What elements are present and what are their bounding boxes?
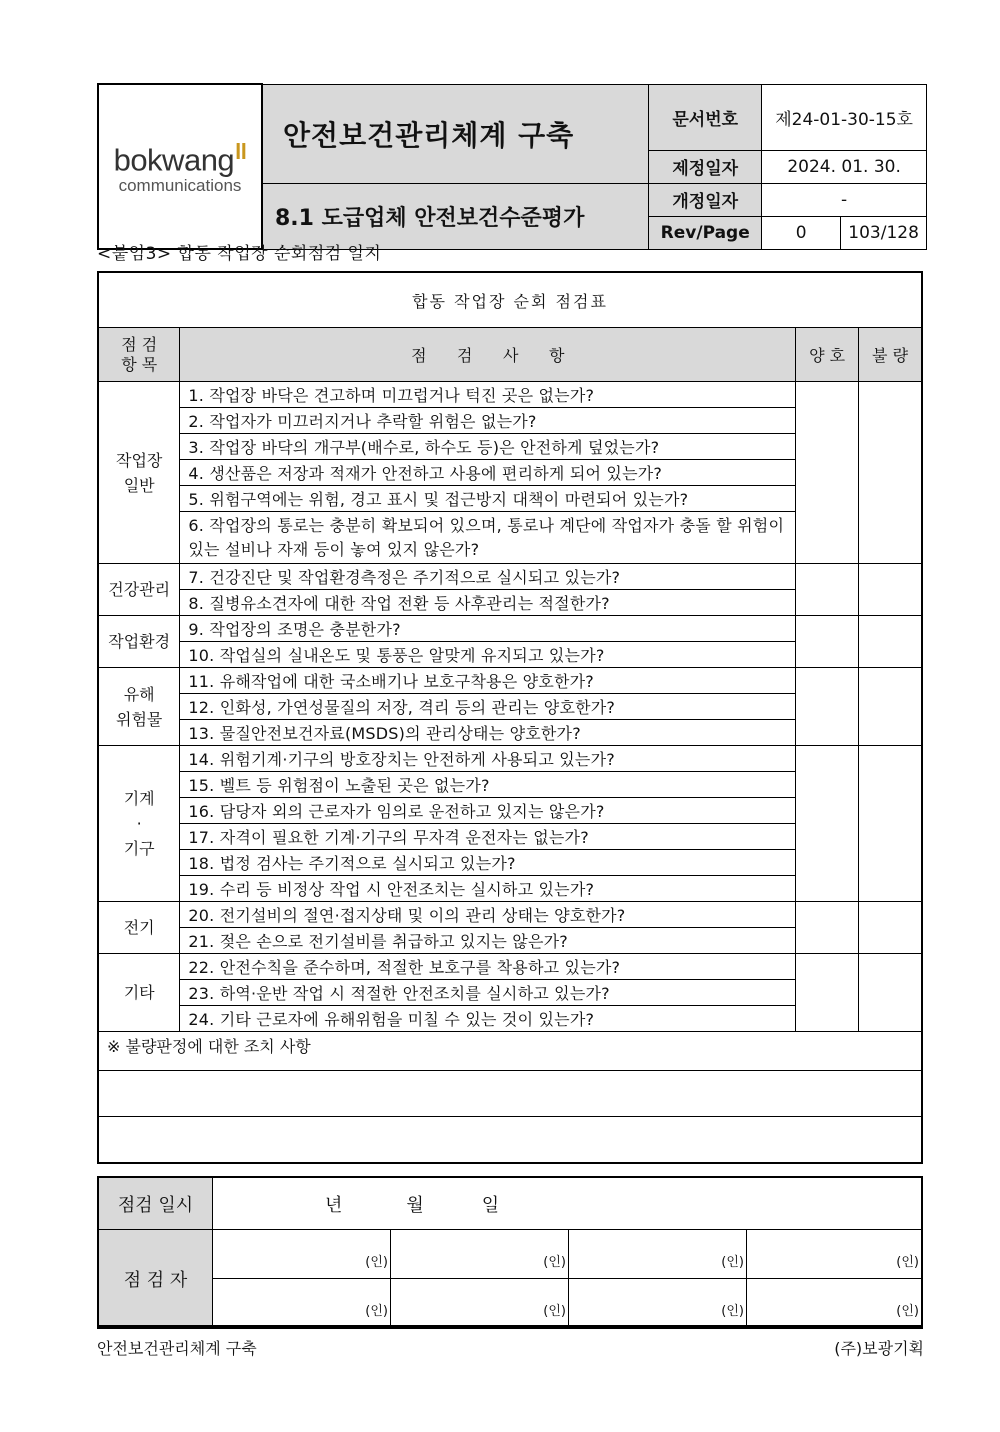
checklist-item: 4. 생산품은 저장과 적재가 안전하고 사용에 편리하게 되어 있는가? [180,460,796,486]
bad-check-cell[interactable] [859,746,922,902]
checklist-item: 1. 작업장 바닥은 견고하며 미끄럽거나 턱진 곳은 없는가? [180,382,796,408]
document-subtitle: 8.1 도급업체 안전보건수준평가 [262,183,649,249]
document-title: 안전보건관리체계 구축 [262,84,649,183]
inspector-label: 점 검 자 [98,1230,213,1329]
category-label: 기계 · 기구 [98,746,180,902]
good-check-cell[interactable] [796,746,859,902]
footer-company: (주)보광기획 [834,1339,924,1358]
category-label: 기타 [98,954,180,1032]
category-label: 작업환경 [98,616,180,668]
inspector-signature-box[interactable] [569,1279,747,1329]
defect-action-label: ※ 불량판정에 대한 조치 사항 [98,1032,922,1071]
checklist-item: 12. 인화성, 가연성물질의 저장, 격리 등의 관리는 양호한가? [180,694,796,720]
bad-check-cell[interactable] [859,902,922,954]
column-header-good: 양 호 [796,328,859,382]
inspector-signature-box[interactable] [213,1230,391,1279]
seal-mark: (인) [365,1255,388,1270]
bad-check-cell[interactable] [859,668,922,746]
checklist-row [98,954,922,980]
page-number: 103/128 [841,216,927,249]
month-label: 월 [406,1194,424,1216]
checklist-item: 9. 작업장의 조명은 충분한가? [180,616,796,642]
checklist-item: 19. 수리 등 비정상 작업 시 안전조치는 실시하고 있는가? [180,876,796,902]
seal-mark: (인) [896,1255,919,1270]
inspector-signature-box[interactable] [391,1279,569,1329]
checklist-item: 2. 작업자가 미끄러지거나 추락할 위험은 없는가? [180,408,796,434]
good-check-cell[interactable] [796,616,859,668]
checklist-item: 8. 질병유소견자에 대한 작업 전환 등 사후관리는 적절한가? [180,590,796,616]
checklist-row [98,564,922,590]
seal-mark: (인) [721,1255,744,1270]
defect-action-line[interactable] [98,1117,922,1164]
checklist-item: 7. 건강진단 및 작업환경측정은 주기적으로 실시되고 있는가? [180,564,796,590]
category-label: 전기 [98,902,180,954]
sheet-title: 합동 작업장 순회 점검표 [98,272,922,328]
doc-number: 제24-01-30-15호 [762,84,927,150]
checklist-row [98,902,922,928]
column-header-items: 점 검 사 항 [180,328,796,382]
checklist-item: 13. 물질안전보건자료(MSDS)의 관리상태는 양호한가? [180,720,796,746]
good-check-cell[interactable] [796,954,859,1032]
inspection-date-field[interactable] [213,1177,923,1230]
checklist-body [98,382,922,1032]
good-check-cell[interactable] [796,668,859,746]
bad-check-cell[interactable] [859,382,922,564]
revision-date: - [762,183,927,216]
issue-date: 2024. 01. 30. [762,150,927,183]
checklist-item: 15. 벨트 등 위험점이 노출된 곳은 없는가? [180,772,796,798]
bad-check-cell[interactable] [859,616,922,668]
checklist-item: 18. 법정 검사는 주기적으로 실시되고 있는가? [180,850,796,876]
checklist-row [98,668,922,694]
checklist-item: 3. 작업장 바닥의 개구부(배수로, 하수도 등)은 안전하게 덮었는가? [180,434,796,460]
seal-mark: (인) [721,1304,744,1319]
checklist-item: 20. 전기설비의 절연·접지상태 및 이의 관리 상태는 양호한가? [180,902,796,928]
checklist-row [98,746,922,772]
day-label: 일 [481,1194,500,1216]
footer-left-text: 안전보건관리체계 구축 [97,1339,257,1358]
logo-subtitle: communications [118,175,242,195]
inspector-signature-box[interactable] [213,1279,391,1329]
seal-mark: (인) [896,1304,919,1319]
checklist-item: 5. 위험구역에는 위험, 경고 표시 및 접근방지 대책이 마련되어 있는가? [180,486,796,512]
footer-divider [97,1325,923,1329]
checklist-item: 14. 위험기계·기구의 방호장치는 안전하게 사용되고 있는가? [180,746,796,772]
checklist-row [98,616,922,642]
inspection-date-label: 점검 일시 [98,1177,213,1230]
good-check-cell[interactable] [796,382,859,564]
seal-mark: (인) [543,1304,566,1319]
revision-date-label: 개정일자 [649,183,762,216]
seal-mark: (인) [543,1255,566,1270]
document-header [97,83,927,250]
category-label: 건강관리 [98,564,180,616]
revision-number: 0 [762,216,841,249]
checklist-item: 6. 작업장의 통로는 충분히 확보되어 있으며, 통로나 계단에 작업자가 충돌 할 위험이 있는 설비나 자재 등이 놓여 있지 않은가? [180,512,796,564]
company-logo [98,84,262,249]
checklist-row [98,382,922,408]
inspector-signature-box[interactable] [747,1230,923,1279]
bad-check-cell[interactable] [859,954,922,1032]
defect-action-line[interactable] [98,1071,922,1117]
issue-date-label: 제정일자 [649,150,762,183]
checklist-item: 17. 자격이 필요한 기계·기구의 무자격 운전자는 없는가? [180,824,796,850]
checklist-item: 22. 안전수칙을 준수하며, 적절한 보호구를 착용하고 있는가? [180,954,796,980]
checklist-item: 11. 유해작업에 대한 국소배기나 보호구착용은 양호한가? [180,668,796,694]
checklist-item: 24. 기타 근로자에 유해위험을 미칠 수 있는 것이 있는가? [180,1006,796,1032]
good-check-cell[interactable] [796,564,859,616]
inspector-signature-box[interactable] [569,1230,747,1279]
rev-page-label: Rev/Page [649,216,762,249]
checklist-item: 10. 작업실의 실내온도 및 통풍은 알맞게 유지되고 있는가? [180,642,796,668]
category-label: 유해 위험물 [98,668,180,746]
doc-number-label: 문서번호 [649,84,762,150]
category-label: 작업장 일반 [98,382,180,564]
column-header-bad: 불 량 [859,328,922,382]
checklist-item: 21. 젖은 손으로 전기설비를 취급하고 있지는 않은가? [180,928,796,954]
logo-wordmark: bokwang [113,142,235,178]
checklist-item: 16. 담당자 외의 근로자가 임의로 운전하고 있지는 않은가? [180,798,796,824]
good-check-cell[interactable] [796,902,859,954]
inspector-signature-box[interactable] [747,1279,923,1329]
year-label: 년 [325,1194,343,1216]
attachment-title: <붙임3> 합동 작업장 순회점검 일지 [97,244,382,264]
inspection-signoff [97,1176,923,1329]
column-header-category: 점 검 항 목 [98,328,180,382]
seal-mark: (인) [365,1304,388,1319]
logo-mark-icon: ll [235,139,247,165]
checklist-item: 23. 하역·운반 작업 시 적절한 안전조치를 실시하고 있는가? [180,980,796,1006]
bad-check-cell[interactable] [859,564,922,616]
checklist-table [97,271,923,1164]
inspector-signature-box[interactable] [391,1230,569,1279]
